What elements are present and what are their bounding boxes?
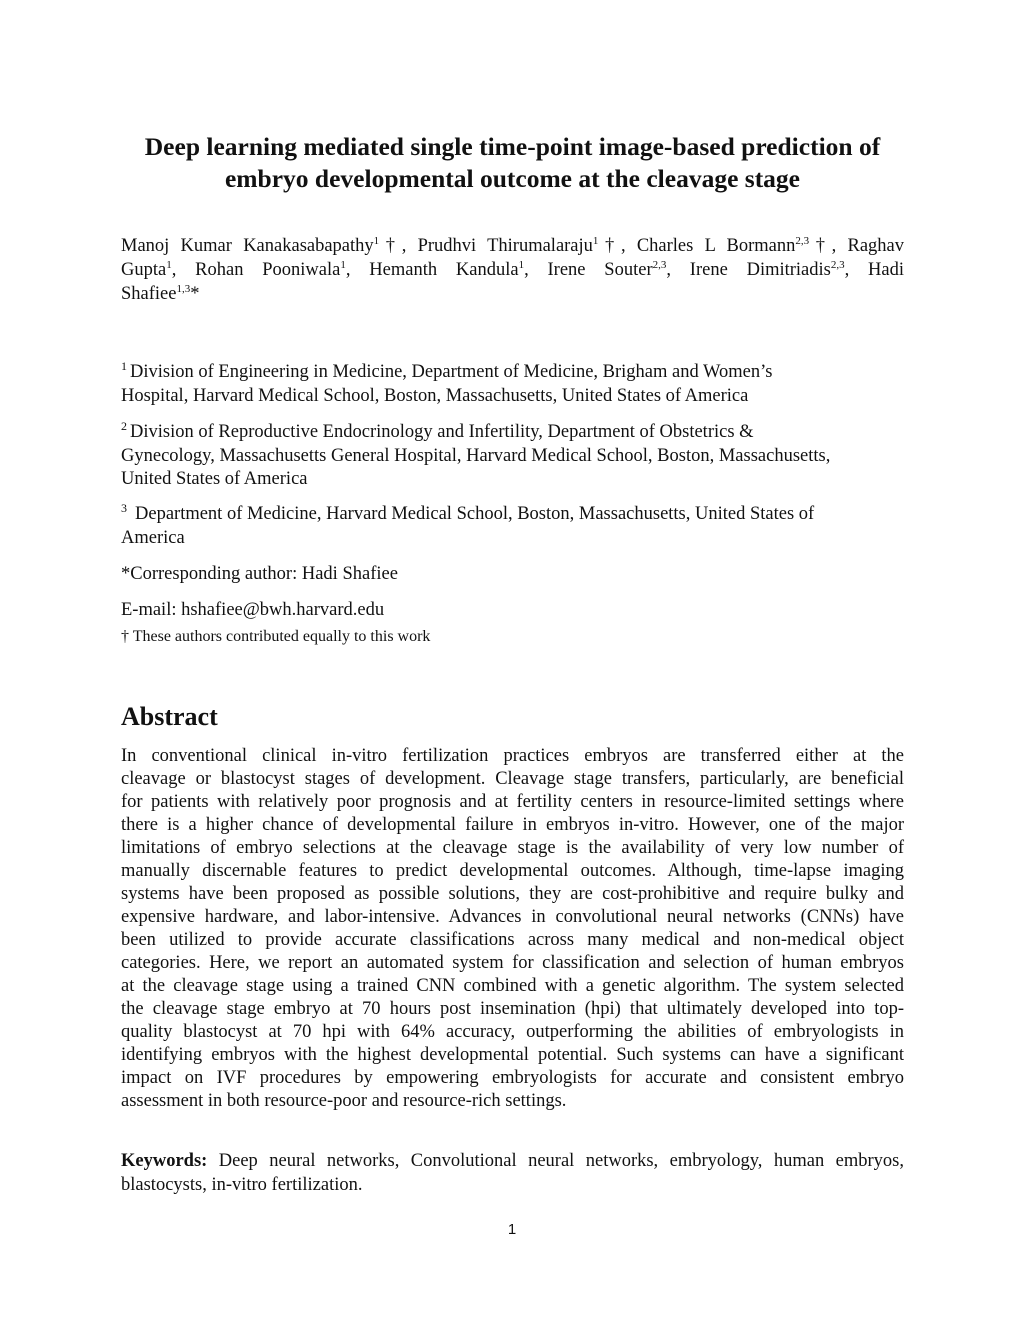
affiliation-line <box>121 361 904 385</box>
abstract-line: categories. Here, we report an automated system for classification and selection of human embryos <box>121 953 904 973</box>
title-line-1: Deep learning mediated single time-point image-based prediction of <box>144 132 881 161</box>
email-line: E-mail: hshafiee@bwh.harvard.edu <box>121 600 385 620</box>
abstract-line: systems have been proposed as possible solutions, they are cost-prohibitive and require bulky and <box>121 884 904 904</box>
author-name: , Rohan Pooniwala <box>171 260 341 280</box>
author-line-3 <box>121 282 904 306</box>
paper-title <box>121 131 904 195</box>
affiliation-number: 1 <box>121 359 127 373</box>
affiliation-line: United States of America <box>121 469 308 489</box>
equal-contribution-note: † These authors contributed equally to this work <box>121 628 431 645</box>
keywords-text: Deep neural networks, Convolutional neural networks, embryology, human embryos, <box>207 1151 904 1171</box>
abstract-line: there is a higher chance of developmental failure in embryos in-vitro. However, one of the major <box>121 815 904 835</box>
abstract-body <box>121 745 904 1113</box>
author-line-2 <box>121 258 904 282</box>
affiliation-text: Department of Medicine, Harvard Medical School, Boston, Massachusetts, United States of <box>135 504 815 524</box>
affiliation-3 <box>121 503 904 550</box>
abstract-line: assessment in both resource-poor and resource-rich settings. <box>121 1091 567 1111</box>
title-line-2: embryo developmental outcome at the cleavage stage <box>224 164 801 193</box>
author-name: †, Prudhvi Thirumalaraju <box>379 236 593 256</box>
author-name: , Hemanth Kandula <box>345 260 519 280</box>
affiliation-text: Division of Engineering in Medicine, Department of Medicine, Brigham and Women’s <box>130 362 773 382</box>
abstract-line: limitations of embryo selections at the cleavage stage is the availability of very low number of <box>121 838 904 858</box>
affiliation-marker: 1,3 <box>176 283 191 295</box>
affiliation-marker: 2,3 <box>830 259 845 271</box>
abstract-line: identifying embryos with the highest developmental potential. Such systems can have a significant <box>121 1045 904 1065</box>
affiliation-2 <box>121 421 904 492</box>
affiliation-line: America <box>121 527 185 548</box>
affiliation-text: Division of Reproductive Endocrinology and Infertility, Department of Obstetrics & <box>130 422 754 442</box>
affiliation-line: Hospital, Harvard Medical School, Boston, Massachusetts, United States of America <box>121 385 749 406</box>
abstract-line: the cleavage stage embryo at 70 hours post insemination (hpi) that ultimately developed into top- <box>121 999 904 1019</box>
affiliation-line <box>121 421 904 445</box>
affiliation-marker: 2,3 <box>652 259 667 271</box>
page-number: 1 <box>507 1221 517 1238</box>
affiliation-marker: 1 <box>373 235 380 247</box>
keywords-label: Keywords: <box>121 1151 208 1171</box>
abstract-line: In conventional clinical in-vitro fertilization practices embryos are transferred either at the <box>121 746 904 766</box>
affiliation-line <box>121 503 904 527</box>
keywords-section <box>121 1149 904 1197</box>
author-name: Shafiee <box>121 284 177 304</box>
author-name: , Irene Dimitriadis <box>666 260 831 280</box>
corresponding-author: *Corresponding author: Hadi Shafiee <box>121 564 398 584</box>
keywords-line-2: blastocysts, in-vitro fertilization. <box>121 1175 363 1195</box>
author-name: Manoj Kumar Kanakasabapathy <box>121 236 374 256</box>
keywords-line-1 <box>121 1149 904 1173</box>
abstract-line: impact on IVF procedures by empowering embryologists for accurate and consistent embryo <box>121 1068 904 1088</box>
abstract-line: been utilized to provide accurate classifications across many medical and non-medical object <box>121 930 904 950</box>
abstract-heading: Abstract <box>121 702 218 731</box>
author-name: Gupta <box>121 260 167 280</box>
affiliation-marker: 1 <box>518 259 525 271</box>
affiliation-marker: 1 <box>592 235 599 247</box>
abstract-line: expensive hardware, and labor-intensive. Advances in convolutional neural networks (CNNs) have <box>121 907 904 927</box>
affiliation-line: Gynecology, Massachusetts General Hospital, Harvard Medical School, Boston, Massachusetts, <box>121 445 831 466</box>
abstract-line: quality blastocyst at 70 hpi with 64% accuracy, outperforming the abilities of embryologists in <box>121 1022 904 1042</box>
author-name: , Irene Souter <box>524 260 653 280</box>
author-name: , Hadi <box>844 260 904 280</box>
affiliation-number: 3 <box>121 501 127 515</box>
abstract-line: cleavage or blastocyst stages of development. Cleavage stage transfers, particularly, are beneficial <box>121 769 904 789</box>
author-line-1 <box>121 234 904 258</box>
abstract-line: at the cleavage stage using a trained CNN combined with a genetic algorithm. The system selected <box>121 976 904 996</box>
author-list <box>121 234 904 306</box>
affiliation-number: 2 <box>121 419 127 433</box>
corresponding-marker: * <box>190 284 200 304</box>
affiliation-marker: 1 <box>166 259 172 271</box>
affiliation-1 <box>121 361 904 408</box>
abstract-line: for patients with relatively poor prognosis and at fertility centers in resource-limited settings where <box>121 792 904 812</box>
abstract-line: manually discernable features to predict developmental outcomes. Although, time-lapse imaging <box>121 861 904 881</box>
affiliation-marker: 2,3 <box>795 235 810 247</box>
author-name: †, Raghav <box>809 236 905 256</box>
author-name: †, Charles L Bormann <box>598 236 796 256</box>
affiliation-marker: 1 <box>340 259 346 271</box>
